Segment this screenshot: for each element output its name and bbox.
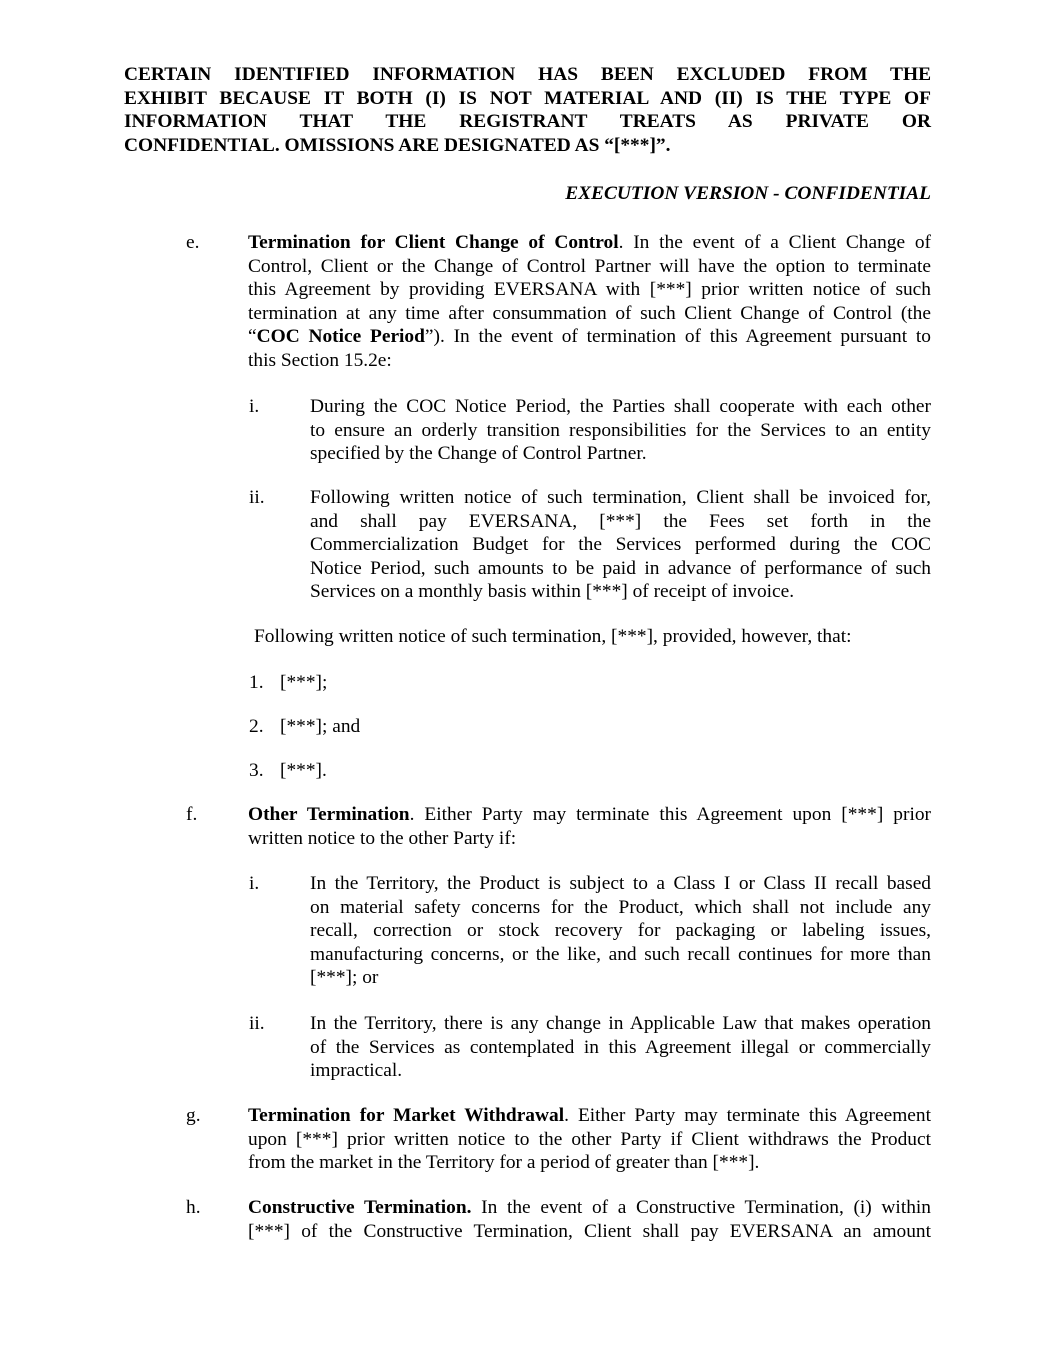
paragraph-line: on material safety concerns for the Product, which shall not include any: [310, 896, 931, 918]
section-e-paragraph: [248, 231, 931, 373]
section-f-paragraph: [248, 803, 931, 850]
disclaimer-line: EXHIBIT BECAUSE IT BOTH (I) IS NOT MATERIAL AND (II) IS THE TYPE OF: [124, 87, 931, 109]
paragraph-line: In the Territory, the Product is subject to a Class I or Class II recall based: [310, 873, 931, 894]
paragraph-line: “COC Notice Period”). In the event of termination of this Agreement pursuant to: [248, 326, 931, 348]
defined-term: COC Notice Period: [256, 326, 425, 348]
paragraph-line: termination at any time after consummation of such Client Change of Control (the: [248, 302, 931, 324]
paragraph-line: this Agreement by providing EVERSANA with [***] prior written notice of such: [248, 279, 931, 301]
paragraph-line: to ensure an orderly transition responsibilities for the Services to an entity: [310, 419, 931, 441]
section-g-heading: Termination for Market Withdrawal: [248, 1105, 565, 1126]
section-f-ii-label: ii.: [249, 1013, 265, 1034]
following-notice-text: Following written notice of such termination, [***], provided, however, that:: [254, 626, 852, 647]
paragraph-line: recall, correction or stock recovery for packaging or labeling issues,: [310, 920, 931, 942]
paragraph-line: impractical.: [310, 1060, 403, 1082]
paragraph-line: Constructive Termination. In the event of a Constructive Termination, (i) within: [248, 1197, 931, 1218]
section-e-ii-label: ii.: [249, 487, 265, 508]
paragraph-line: Following written notice of such termination, Client shall be invoiced for,: [310, 487, 931, 508]
disclaimer-line: CERTAIN IDENTIFIED INFORMATION HAS BEEN EXCLUDED FROM THE: [124, 64, 931, 85]
paragraph-line: Control, Client or the Change of Control Partner will have the option to terminate: [248, 255, 931, 277]
paragraph-line: [***] of the Constructive Termination, Client shall pay EVERSANA an amount: [248, 1220, 931, 1242]
paragraph-line: [***]; or: [310, 967, 379, 989]
paragraph-line: In the Territory, there is any change in Applicable Law that makes operation: [310, 1013, 931, 1034]
paragraph-line: Services on a monthly basis within [***] of receipt of invoice.: [310, 581, 795, 603]
list-item: [***].: [280, 760, 327, 781]
paragraph-line: from the market in the Territory for a period of greater than [***].: [248, 1152, 760, 1174]
section-h-heading: Constructive Termination.: [248, 1197, 472, 1218]
list-number: 1.: [249, 672, 264, 693]
paragraph-line: Termination for Client Change of Control. In the event of a Client Change of: [248, 232, 931, 253]
paragraph-line: of the Services as contemplated in this Agreement illegal or commercially: [310, 1036, 931, 1058]
section-e-i-paragraph: [310, 395, 931, 466]
paragraph-line: written notice to the other Party if:: [248, 827, 517, 849]
section-g-label: g.: [186, 1105, 201, 1126]
section-h-label: h.: [186, 1197, 201, 1218]
section-g-paragraph: [248, 1104, 931, 1175]
section-e-i-label: i.: [249, 396, 260, 417]
section-f-heading: Other Termination: [248, 804, 410, 825]
list-item: [***];: [280, 672, 328, 693]
list-number: 2.: [249, 716, 264, 737]
section-f-i-label: i.: [249, 873, 260, 894]
paragraph-line: Termination for Market Withdrawal. Either Party may terminate this Agreement: [248, 1105, 931, 1126]
confidentiality-disclaimer: [124, 63, 931, 157]
section-e-ii-paragraph: [310, 486, 931, 604]
section-f-ii-paragraph: [310, 1012, 931, 1083]
section-f-label: f.: [186, 804, 198, 825]
paragraph-line: Other Termination. Either Party may terminate this Agreement upon [***] prior: [248, 804, 931, 825]
disclaimer-line: INFORMATION THAT THE REGISTRANT TREATS AS PRIVATE OR: [124, 111, 931, 133]
paragraph-line: this Section 15.2e:: [248, 349, 392, 371]
paragraph-line: upon [***] prior written notice to the other Party if Client withdraws the Product: [248, 1128, 931, 1150]
section-e-label: e.: [186, 232, 200, 253]
paragraph-line: Commercialization Budget for the Services performed during the COC: [310, 534, 931, 556]
section-f-i-paragraph: [310, 872, 931, 990]
paragraph-line: During the COC Notice Period, the Parties shall cooperate with each other: [310, 396, 931, 417]
list-item: [***]; and: [280, 716, 361, 737]
paragraph-line: specified by the Change of Control Partner.: [310, 443, 647, 465]
execution-version-header: EXECUTION VERSION - CONFIDENTIAL: [565, 183, 931, 204]
list-number: 3.: [249, 760, 264, 781]
paragraph-line: and shall pay EVERSANA, [***] the Fees set forth in the: [310, 510, 931, 532]
paragraph-line: Notice Period, such amounts to be paid in advance of performance of such: [310, 557, 931, 579]
section-e-heading: Termination for Client Change of Control: [248, 232, 619, 253]
paragraph-line: manufacturing concerns, or the like, and such recall continues for more than: [310, 943, 931, 965]
disclaimer-line: CONFIDENTIAL. OMISSIONS ARE DESIGNATED AS “[***]”.: [124, 134, 671, 156]
section-h-paragraph: [248, 1196, 931, 1243]
